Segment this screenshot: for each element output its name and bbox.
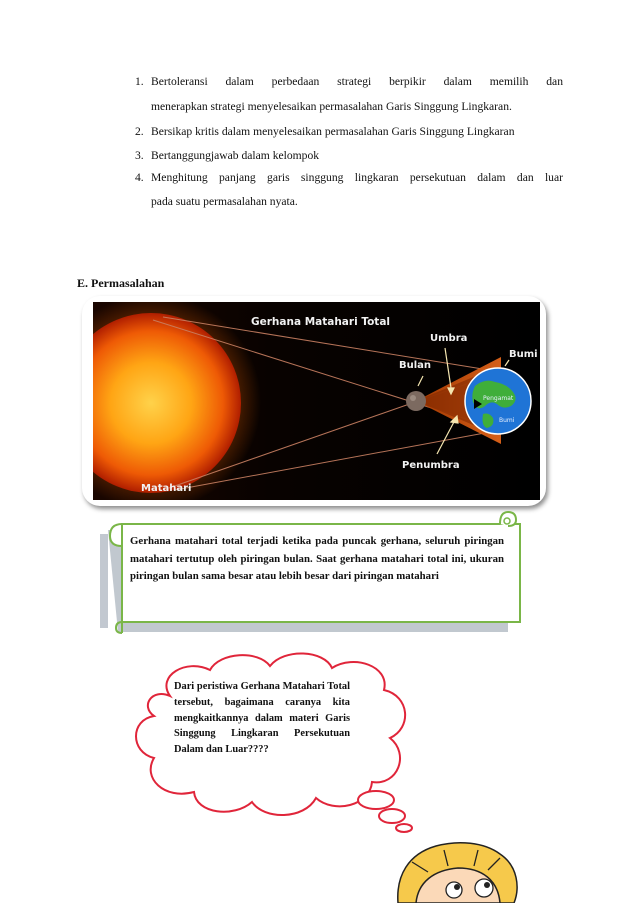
objective-number: 2. [135,125,144,138]
objective-text: menerapkan strategi menyelesaikan permasalahan Garis Singgung Lingkaran. [151,100,512,113]
moon-icon [406,391,426,411]
objective-number: 1. [135,75,144,88]
section-heading: E. Permasalahan [77,276,165,290]
objective-text: pada suatu permasalahan nyata. [151,195,298,208]
eclipse-drawing [93,302,540,500]
label-bumi: Bumi [509,349,538,360]
label-penumbra: Penumbra [402,460,460,471]
objective-number: 4. [135,171,144,184]
thought-bubble-2 [379,809,405,823]
objective-3 [135,149,563,163]
eclipse-illustration [93,302,540,500]
thought-bubble-1 [358,791,394,809]
label-pengamat: Pengamat [483,395,514,402]
objective-1 [135,75,563,89]
character-eye-left [446,882,462,898]
cloud-text: Dari peristiwa Gerhana Matahari Total tersebut, bagaimana caranya kita mengkaitkannya dalam materi Garis Singgung Lingkaran Persekutuan Dalam dan Luar???? [174,681,350,756]
character-pupil-left [454,884,460,890]
objective-text: Bertoleransi dalam perbedaan strategi berpikir dalam memilih dan [151,75,563,88]
objective-text: Menghitung panjang garis singgung lingkaran persekutuan dalam dan luar [151,171,563,184]
character-eye-right [475,879,493,897]
scroll-curl-left [110,524,122,546]
scroll-rail [100,534,108,628]
character-pupil-right [484,882,490,888]
label-matahari: Matahari [141,483,192,494]
objective-4 [135,171,563,185]
thinking-character-illustration [388,836,538,903]
objective-2 [135,125,563,139]
label-umbra: Umbra [430,333,468,344]
objective-text: Bertanggungjawab dalam kelompok [151,149,320,162]
objective-number: 3. [135,149,144,162]
label-bumi-inner: Bumi [499,417,515,424]
figure-title: Gerhana Matahari Total [251,316,391,328]
objective-text: Bersikap kritis dalam menyelesaikan permasalahan Garis Singgung Lingkaran [151,125,515,138]
moon-crater [410,395,416,401]
scroll-text: Gerhana matahari total terjadi ketika pada puncak gerhana, seluruh piringan matahari tertutup oleh piringan bulan. Saat gerhana matahari total ini, ukuran piringan bulan sama besar atau lebih besar dari piringan matahari [130,535,504,582]
label-bulan: Bulan [399,360,432,371]
thought-bubble-3 [396,824,412,832]
